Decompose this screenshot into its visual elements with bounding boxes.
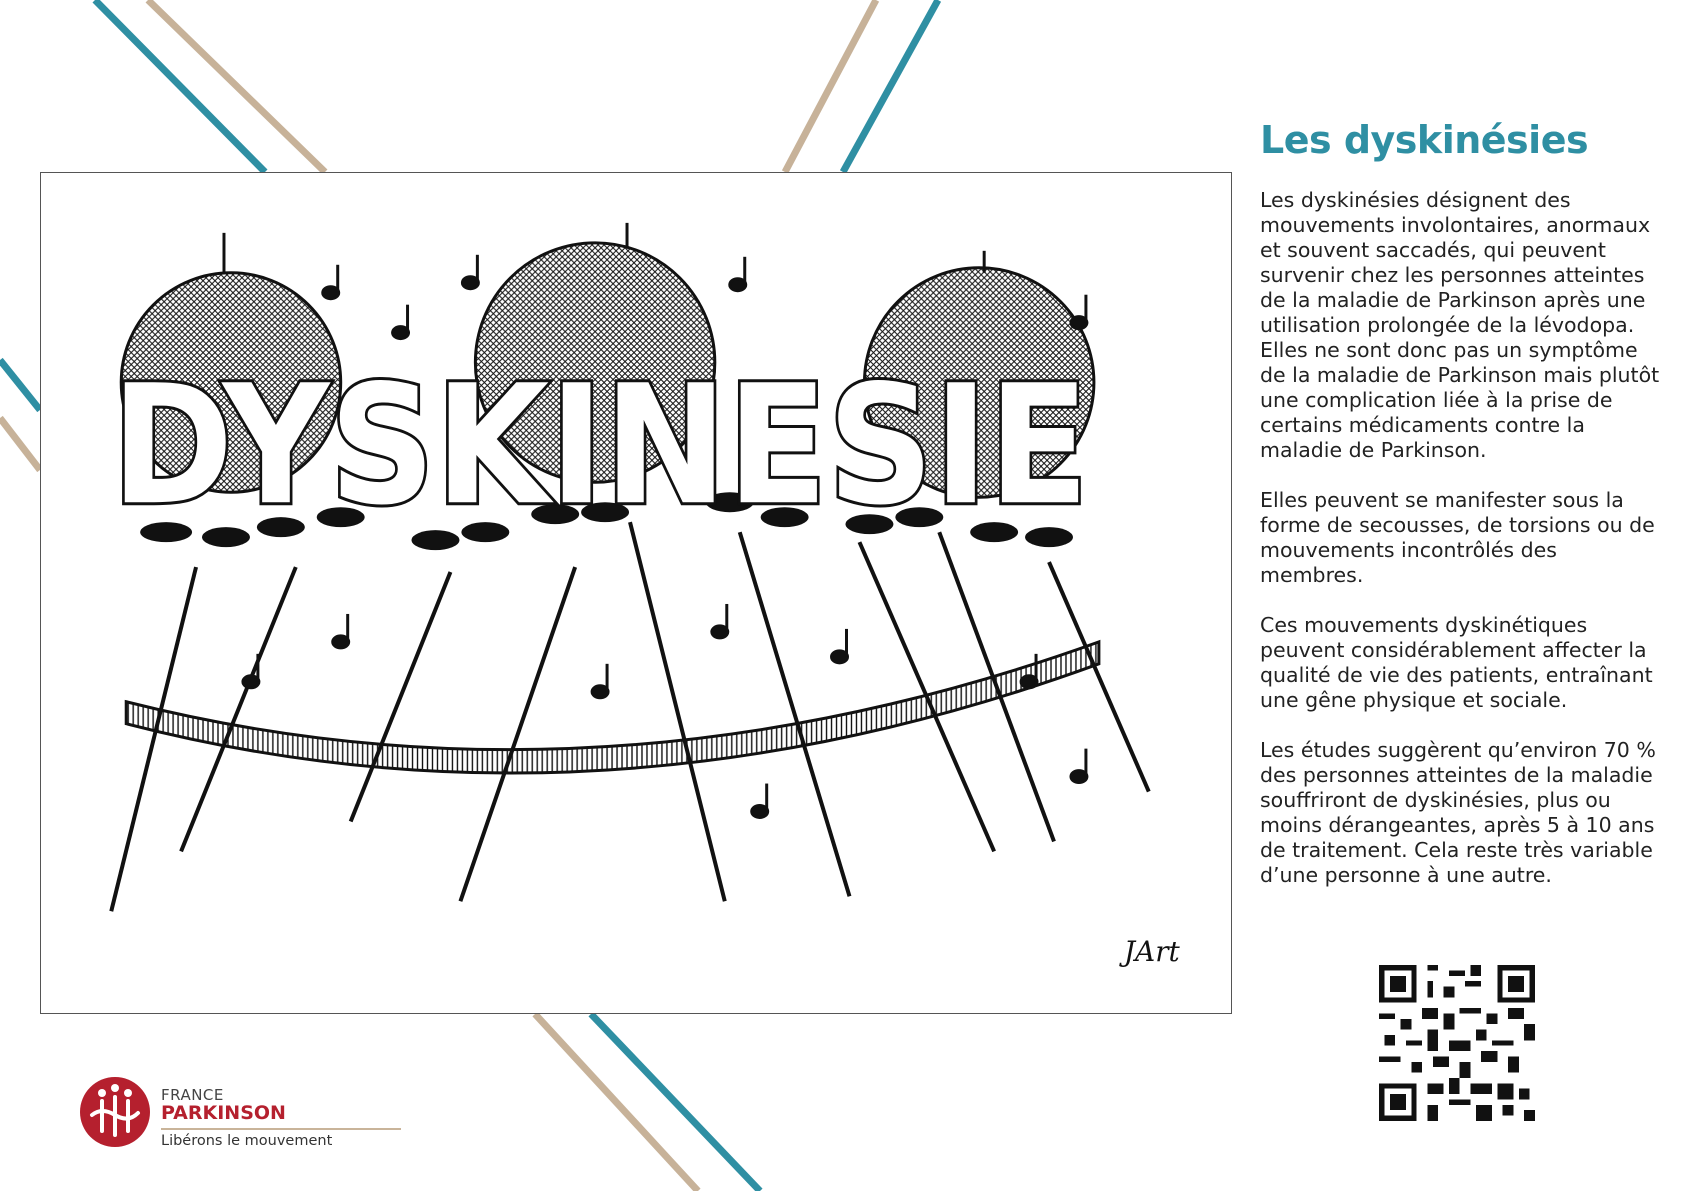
illustration-frame: [40, 172, 1232, 1014]
logo-brand-name: PARKINSON: [161, 1102, 286, 1124]
stripe-sand-top-right: [785, 0, 876, 172]
stripe-teal-top-right: [843, 0, 938, 172]
paragraph-manifestations: Elles peuvent se manifester sous la forme de secousses, de torsions ou de mouvements incontrôlés des membres.: [1260, 488, 1655, 587]
france-parkinson-logo-icon: [78, 1075, 152, 1149]
illustration-signature: JArt: [1123, 935, 1180, 969]
france-parkinson-logo[interactable]: [78, 1075, 378, 1165]
illustration-lettering: DYSKINESIE: [111, 349, 1089, 542]
music-note-icon: [333, 614, 349, 648]
music-note-icon: [832, 629, 848, 663]
paragraph-definition: Les dyskinésies désignent des mouvements involontaires, anormaux et souvent saccadés, qui peuvent survenir chez les personnes atteintes de la maladie de Parkinson après une utilisation prolongée de la lévodopa. Elles ne sont donc pas un symptôme de la maladie de Parkinson mais plutôt une complication liée à la prise de certains médicaments contre la maladie de Parkinson.: [1260, 188, 1660, 462]
music-note-icon: [730, 257, 746, 291]
paragraph-impact: Ces mouvements dyskinétiques peuvent considérablement affecter la qualité de vie des patients, entraînant une gêne physique et sociale.: [1260, 613, 1653, 712]
paragraph-statistics: Les études suggèrent qu’environ 70 % des personnes atteintes de la maladie souffriront de dyskinésies, plus ou moins dérangeantes, après 5 à 10 ans de traitement. Cela reste très variable d’une personne à une autre.: [1260, 738, 1656, 887]
music-note-icon: [243, 654, 259, 688]
music-note-icon: [712, 604, 728, 638]
dyskinesia-cartoon: [41, 173, 1231, 1013]
light-beams: [111, 522, 1149, 911]
music-note-icon: [752, 784, 768, 818]
logo-tagline: Libérons le mouvement: [161, 1133, 333, 1149]
stripe-teal-left: [0, 360, 40, 410]
music-note-icon: [393, 305, 409, 339]
music-note-icon: [1071, 749, 1087, 783]
stripe-sand-left: [0, 418, 40, 470]
music-note-icon: [323, 265, 339, 299]
logo-brand-top: FRANCE: [161, 1086, 224, 1104]
music-note-icon: [1071, 295, 1087, 329]
music-note-icon: [592, 664, 608, 698]
logo-divider: [161, 1128, 401, 1130]
description-text: [1260, 188, 1660, 913]
music-note-icon: [462, 255, 478, 289]
page-title: Les dyskinésies: [1260, 118, 1589, 162]
qr-code-icon[interactable]: [1379, 965, 1535, 1121]
